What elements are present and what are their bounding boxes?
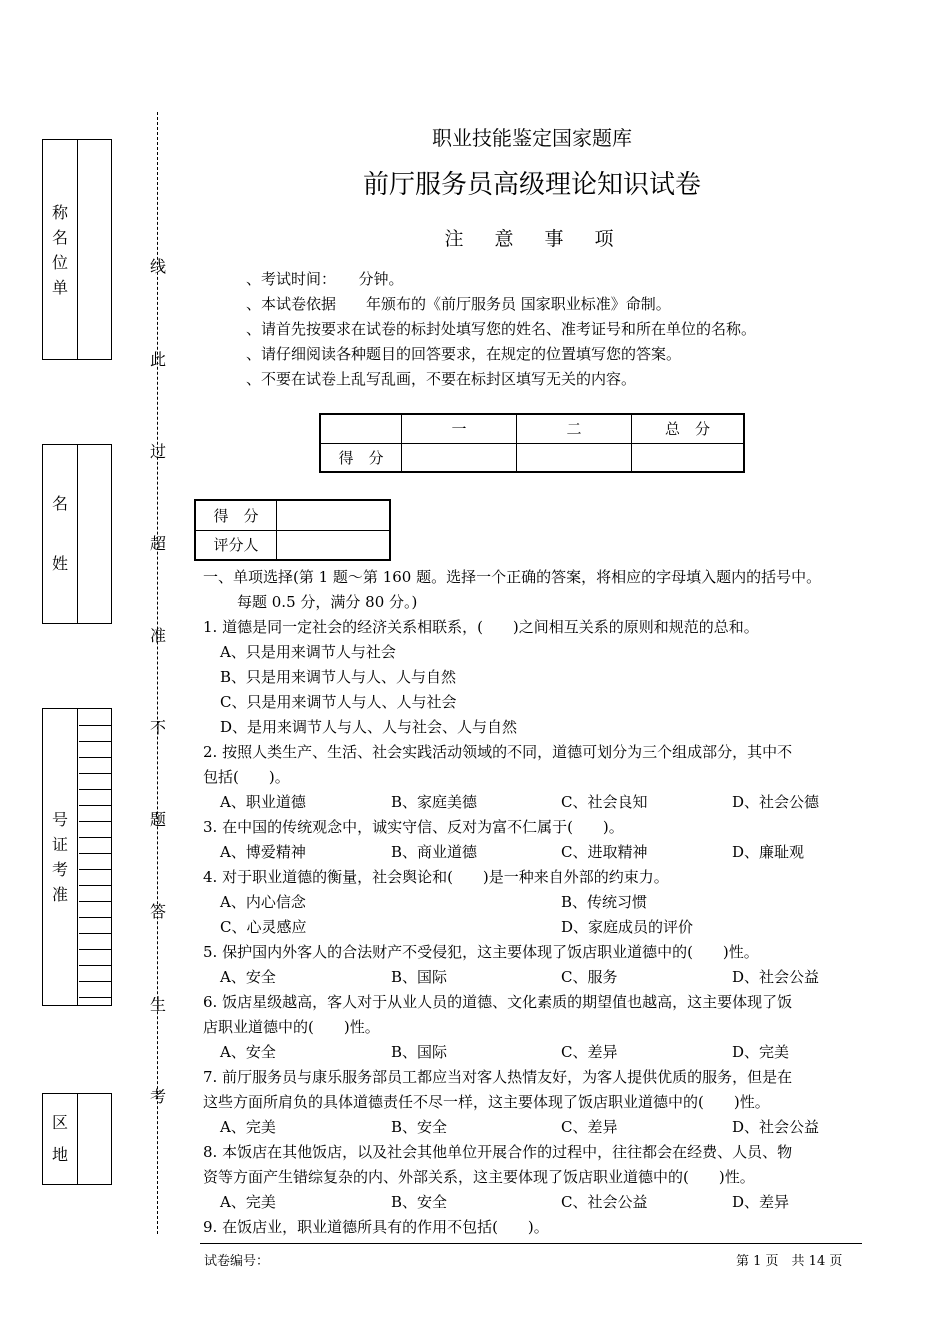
option: A、完美: [220, 1118, 276, 1136]
id-digit-cell[interactable]: [79, 981, 111, 982]
section-instructions: 每题 0.5 分，满分 80 分。): [237, 593, 418, 611]
question-bank-title: 职业技能鉴定国家题库: [432, 126, 632, 150]
score-label: 得 分: [195, 500, 277, 530]
score-cell[interactable]: [517, 443, 632, 472]
unit-char: 称: [51, 202, 68, 222]
region-label: [43, 1094, 78, 1184]
question-7: 7. 前厅服务员与康乐服务部员工都应当对客人热情友好，为客人提供优质的服务，但是在: [203, 1068, 793, 1086]
region-box: [42, 1093, 112, 1185]
option: D、差异: [732, 1193, 790, 1211]
region-char: 地: [51, 1145, 68, 1164]
cut-line-char: 不: [150, 718, 167, 737]
option: C、社会良知: [561, 793, 648, 811]
question-6: 店职业道德中的( )性。: [203, 1018, 380, 1036]
cut-line-char: 过: [150, 442, 167, 461]
id-digit-cell[interactable]: [79, 789, 111, 790]
cut-line-char: 答: [150, 902, 167, 921]
option: D、家庭成员的评价: [561, 918, 694, 936]
option: B、国际: [391, 1043, 448, 1061]
blank-cell: [320, 414, 402, 443]
id-digit-cell[interactable]: [79, 757, 111, 758]
notice-line: 、不要在试卷上乱写乱画，不要在标封区填写无关的内容。: [246, 370, 637, 388]
cut-line: [157, 112, 158, 1234]
option: B、家庭美德: [391, 793, 478, 811]
id-digit-cell[interactable]: [79, 949, 111, 950]
name-char: 姓: [51, 554, 68, 573]
section-instructions: 一、单项选择(第 1 题～第 160 题。选择一个正确的答案，将相应的字母填入题内的括号中。: [203, 568, 822, 586]
name-char: 名: [51, 494, 68, 513]
cut-line-char: 线: [150, 257, 167, 276]
option: A、安全: [220, 968, 276, 986]
id-label: [43, 709, 78, 1005]
id-digit-cell[interactable]: [79, 725, 111, 726]
score-cell[interactable]: [402, 443, 517, 472]
option: A、安全: [220, 1043, 276, 1061]
question-7: 这些方面所肩负的具体道德责任不尽一样，这主要体现了饭店职业道德中的( )性。: [203, 1093, 770, 1111]
option: B、商业道德: [391, 843, 478, 861]
name-box: [42, 444, 112, 624]
col-header: 二: [517, 414, 632, 443]
option: A、职业道德: [220, 793, 306, 811]
cut-line-char: 超: [150, 534, 167, 553]
notice-line: 、考试时间： 分钟。: [246, 270, 404, 288]
cut-line-char: 此: [150, 350, 167, 369]
unit-char: 单: [51, 277, 68, 297]
option: A、博爱精神: [220, 843, 306, 861]
unit-char: 位: [51, 252, 68, 272]
option: B、国际: [391, 968, 448, 986]
region-char: 区: [51, 1113, 68, 1132]
option: B、安全: [391, 1118, 448, 1136]
question-6: 6. 饭店星级越高，客人对于从业人员的道德、文化素质的期望值也越高，这主要体现了饭: [203, 993, 793, 1011]
notice-line: 、请仔细阅读各种题目的回答要求，在规定的位置填写您的答案。: [246, 345, 682, 363]
option: B、只是用来调节人与人、人与自然: [220, 668, 457, 686]
id-digit-cell[interactable]: [79, 837, 111, 838]
option: B、传统习惯: [561, 893, 648, 911]
id-digit-cell[interactable]: [79, 773, 111, 774]
cut-line-char: 生: [150, 995, 167, 1014]
col-header: 总 分: [632, 414, 745, 443]
name-label: [43, 445, 78, 623]
unit-char: 名: [51, 227, 68, 247]
id-char: 号: [51, 810, 68, 829]
cut-line-char: 题: [150, 810, 167, 829]
option: C、社会公益: [561, 1193, 648, 1211]
grader-label: 评分人: [195, 530, 277, 560]
question-2: 包括( )。: [203, 768, 290, 786]
option: C、差异: [561, 1043, 618, 1061]
total-score-table: [319, 413, 745, 473]
id-char: 证: [51, 835, 68, 854]
cut-line-char: 准: [150, 626, 167, 645]
id-box: [42, 708, 112, 1006]
option: A、只是用来调节人与社会: [220, 643, 396, 661]
option: D、社会公益: [732, 968, 820, 986]
id-digit-cell[interactable]: [79, 917, 111, 918]
id-char: 考: [51, 860, 68, 879]
option: A、内心信念: [220, 893, 306, 911]
row-label: 得 分: [320, 443, 402, 472]
question-3: 3. 在中国的传统观念中，诚实守信、反对为富不仁属于( )。: [203, 818, 624, 836]
paper-number: 试卷编号：: [204, 1254, 270, 1269]
option: A、完美: [220, 1193, 276, 1211]
question-4: 4. 对于职业道德的衡量，社会舆论和( )是一种来自外部的约束力。: [203, 868, 669, 886]
id-digit-cell[interactable]: [79, 933, 111, 934]
cut-line-char: 考: [150, 1087, 167, 1106]
id-digit-cell[interactable]: [79, 821, 111, 822]
col-header: 一: [402, 414, 517, 443]
question-2: 2. 按照人类生产、生活、社会实践活动领域的不同，道德可划分为三个组成部分，其中不: [203, 743, 793, 761]
option: D、是用来调节人与人、人与社会、人与自然: [220, 718, 518, 736]
score-cell[interactable]: [632, 443, 745, 472]
page-number: 第 1 页 共 14 页: [736, 1254, 843, 1269]
id-digit-cell[interactable]: [79, 901, 111, 902]
exam-title: 前厅服务员高级理论知识试卷: [362, 170, 701, 200]
grader-cell[interactable]: [277, 530, 391, 560]
id-digit-cell[interactable]: [79, 965, 111, 966]
option: D、社会公德: [732, 793, 820, 811]
footer-rule: [200, 1243, 862, 1244]
id-char: 准: [51, 885, 68, 904]
id-digit-cell[interactable]: [79, 741, 111, 742]
question-9: 9. 在饭店业，职业道德所具有的作用不包括( )。: [203, 1218, 549, 1236]
grader-table: [194, 499, 391, 561]
option: D、完美: [732, 1043, 790, 1061]
question-5: 5. 保护国内外客人的合法财产不受侵犯，这主要体现了饭店职业道德中的( )性。: [203, 943, 759, 961]
option: C、进取精神: [561, 843, 648, 861]
id-digit-cell[interactable]: [79, 885, 111, 886]
question-8: 8. 本饭店在其他饭店，以及社会其他单位开展合作的过程中，往往都会在经费、人员、物: [203, 1143, 793, 1161]
option: C、只是用来调节人与人、人与社会: [220, 693, 457, 711]
question-8: 资等方面产生错综复杂的内、外部关系，这主要体现了饭店职业道德中的( )性。: [203, 1168, 755, 1186]
option: C、差异: [561, 1118, 618, 1136]
option: C、心灵感应: [220, 918, 307, 936]
option: B、安全: [391, 1193, 448, 1211]
id-digit-cell[interactable]: [79, 869, 111, 870]
option: C、服务: [561, 968, 618, 986]
option: D、社会公益: [732, 1118, 820, 1136]
notice-heading: 注 意 事 项: [444, 228, 620, 250]
id-digit-cell[interactable]: [79, 853, 111, 854]
id-digit-cell[interactable]: [79, 997, 111, 998]
notice-line: 、请首先按要求在试卷的标封处填写您的姓名、准考证号和所在单位的名称。: [246, 320, 757, 338]
question-1: 1. 道德是同一定社会的经济关系相联系，( )之间相互关系的原则和规范的总和。: [203, 618, 759, 636]
id-digit-cell[interactable]: [79, 805, 111, 806]
notice-line: 、本试卷依据 年颁布的《前厅服务员 国家职业标准》命制。: [246, 295, 671, 313]
score-cell[interactable]: [277, 500, 391, 530]
option: D、廉耻观: [732, 843, 805, 861]
